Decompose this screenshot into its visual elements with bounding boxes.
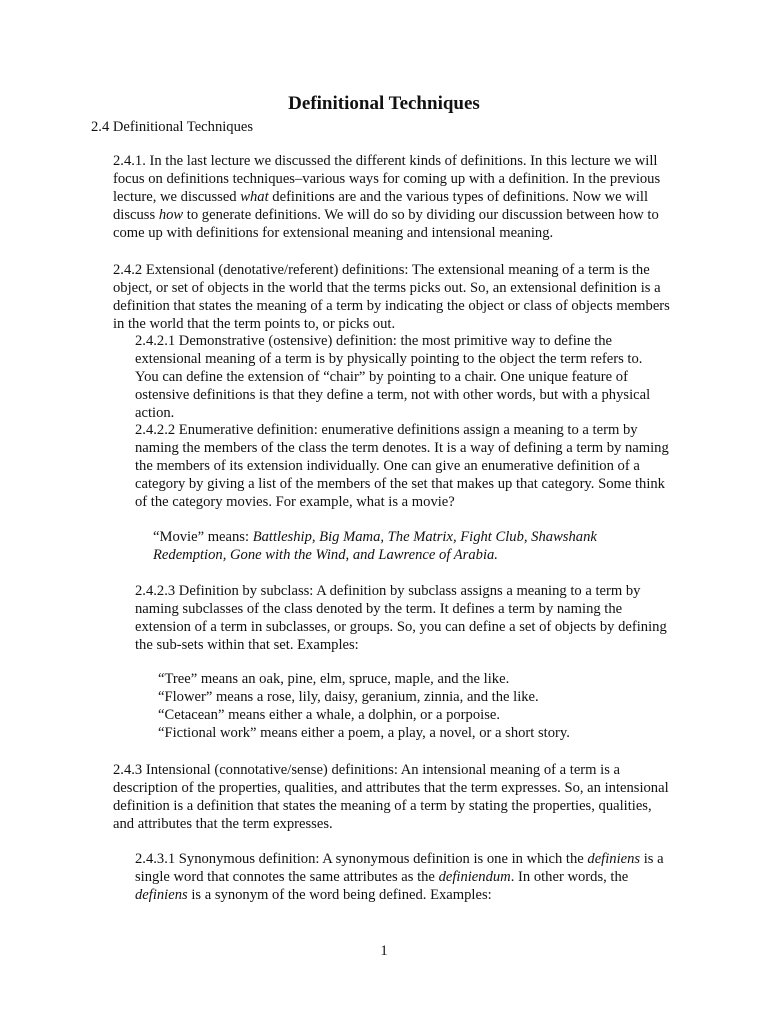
paragraph-2-4-2-3: 2.4.2.3 Definition by subclass: A definition by subclass assigns a meaning to a term by naming subclasses of the class denoted by the term. It defines a term by naming the extension of a term in subclasses, or groups. So, you can define a set of objects by defining the sub-sets within that set. Examples: <box>135 583 667 653</box>
text-run: 2.4.1. In the last lecture we discussed the different kinds of definitions. In this lecture we will focus on definitions techniques–various ways for coming up with a definition. In the previous lecture, we discussed <box>113 153 661 205</box>
paragraph-2-4-2: 2.4.2 Extensional (denotative/referent) definitions: The extensional meaning of a term is the object, or set of objects in the world that the terms picks out. So, an extensional definition is a definition that states the meaning of a term by indicating the object or class of objects members in the world that the term points to, or picks out. <box>113 262 670 332</box>
paragraph-2-4-1 <box>113 152 673 242</box>
document-title: Definitional Techniques <box>288 93 480 114</box>
emphasis-what: what <box>240 189 269 205</box>
paragraph-2-4-3-1 <box>135 850 675 904</box>
paragraph-2-4-3: 2.4.3 Intensional (connotative/sense) definitions: An intensional meaning of a term is a description of the properties, qualities, and attributes that the term expresses. So, an intensional definition is a definition that states the meaning of a term by stating the properties, qualities, and attributes that the term expresses. <box>113 762 669 832</box>
emphasis-definiendum: definiendum <box>438 869 511 885</box>
list-item: “Cetacean” means either a whale, a dolphin, or a porpoise. <box>158 707 500 723</box>
quote-lead: “Movie” means: <box>153 529 253 545</box>
list-item: “Flower” means a rose, lily, daisy, geranium, zinnia, and the like. <box>158 689 539 705</box>
section-heading: 2.4 Definitional Techniques <box>91 119 254 135</box>
movie-example-quote <box>153 528 673 564</box>
text-run: to generate definitions. We will do so by dividing our discussion between how to come up with definitions for extensional meaning and intensional meaning. <box>113 207 659 241</box>
text-run: is a synonym of the word being defined. Examples: <box>187 887 492 903</box>
text-run: 2.4.3.1 Synonymous definition: A synonymous definition is one in which the <box>135 851 588 867</box>
paragraph-2-4-2-2: 2.4.2.2 Enumerative definition: enumerative definitions assign a meaning to a term by naming the members of the class the term denotes. It is a way of defining a term by naming the members of its extension individually. One can give an enumerative definition of a category by giving a list of the members of the set that makes up that category. Some think of the category movies. For example, what is a movie? <box>135 422 669 510</box>
text-run: definitions are and the various types of definitions. Now we will discuss <box>113 189 648 223</box>
list-item: “Tree” means an oak, pine, elm, spruce, maple, and the like. <box>158 671 510 687</box>
text-run: . In other words, the <box>510 869 629 885</box>
page-number: 1 <box>380 943 388 959</box>
subclass-examples-list <box>158 670 678 742</box>
emphasis-how: how <box>158 207 184 223</box>
list-item: “Fictional work” means either a poem, a play, a novel, or a short story. <box>158 725 570 741</box>
paragraph-2-4-2-1: 2.4.2.1 Demonstrative (ostensive) definition: the most primitive way to define the extensional meaning of a term is by physically pointing to the object the term refers to. You can define the extension of “chair” by pointing to a chair. One unique feature of ostensive definitions is that they define a term, not with other words, but with a physical action. <box>135 333 651 421</box>
text-run: is a single word that connotes the same attributes as the <box>135 851 664 885</box>
emphasis-definiens: definiens <box>587 851 641 867</box>
emphasis-definiens: definiens <box>135 887 188 903</box>
movie-list: Battleship, Big Mama, The Matrix, Fight Club, Shawshank Redemption, Gone with the Wind, and Lawrence of Arabia. <box>153 529 597 563</box>
